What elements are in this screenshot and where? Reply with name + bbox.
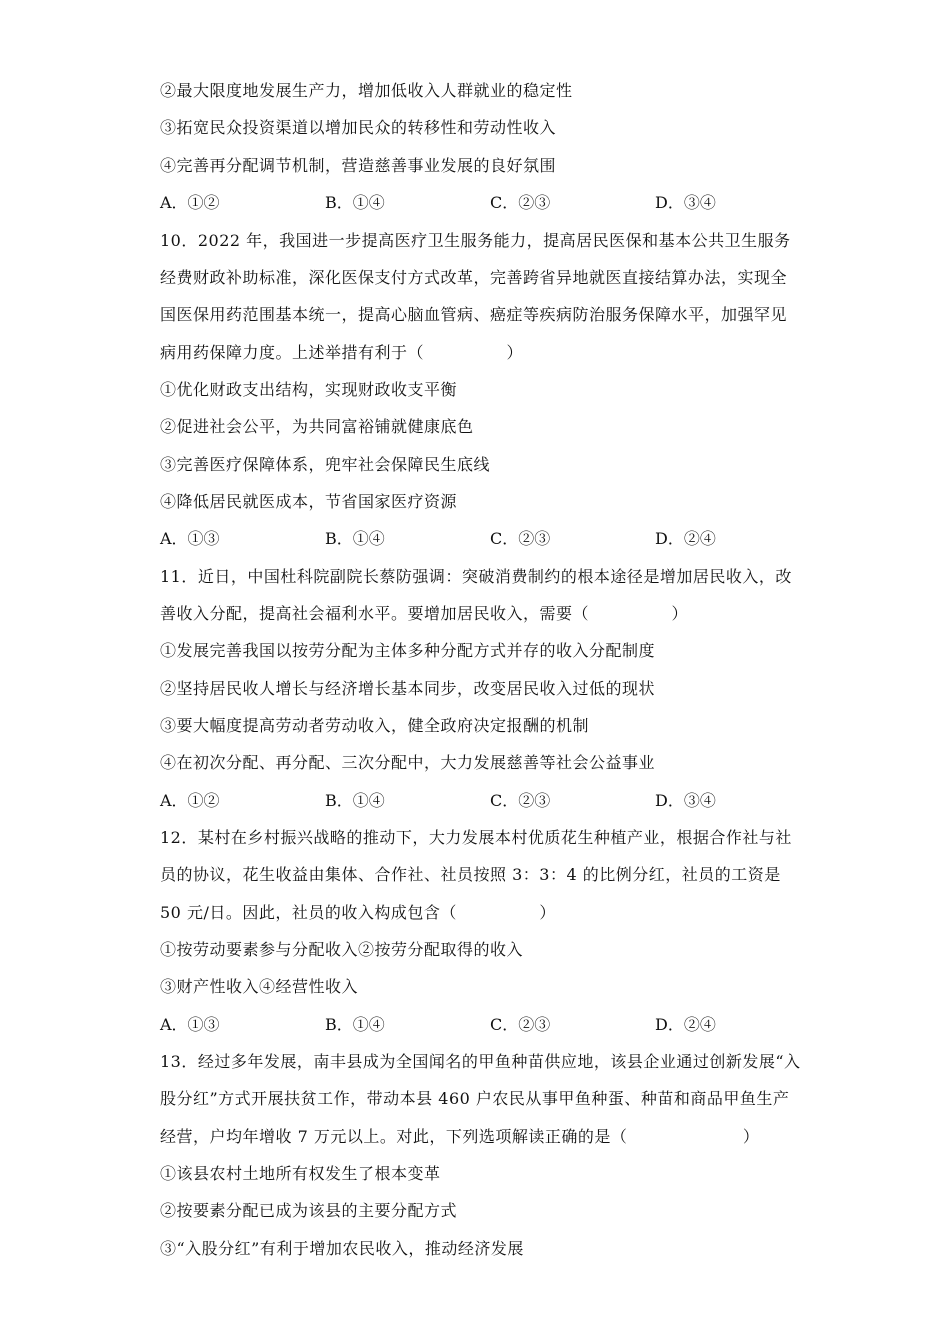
q12-option-b[interactable]: B．①④: [325, 1015, 385, 1034]
q10-stem-line-4: 病用药保障力度。上述举措有利于（ ）: [160, 343, 524, 362]
q10-item-4: ④降低居民就医成本，节省国家医疗资源: [160, 492, 458, 511]
q13-item-2: ②按要素分配已成为该县的主要分配方式: [160, 1201, 458, 1220]
q10-option-a[interactable]: A．①③: [160, 529, 220, 548]
q12-stem-line-3: 50 元/日。因此，社员的收入构成包含（ ）: [160, 903, 556, 922]
q11-stem-line-1: 11．近日，中国杜科院副院长蔡防强调：突破消费制约的根本途径是增加居民收入，改: [160, 567, 792, 586]
q9-item-2: ②最大限度地发展生产力，增加低收入人群就业的稳定性: [160, 81, 573, 100]
q13-stem-line-2: 股分红”方式开展扶贫工作，带动本县 460 户农民从事甲鱼种蛋、种苗和商品甲鱼生产: [160, 1089, 790, 1108]
q11-item-3: ③要大幅度提高劳动者劳动收入，健全政府决定报酬的机制: [160, 716, 590, 735]
q10-stem-line-3: 国医保用药范围基本统一，提高心脑血管病、癌症等疾病防治服务保障水平，加强罕见: [160, 305, 788, 324]
q13-stem-line-3: 经营，户均年增收 7 万元以上。对此，下列选项解读正确的是（ ）: [160, 1127, 760, 1146]
q9-options: [160, 193, 800, 213]
q10-stem-line-1: 10．2022 年，我国进一步提高医疗卫生服务能力，提高居民医保和基本公共卫生服务: [160, 231, 791, 250]
q11-item-1: ①发展完善我国以按劳分配为主体多种分配方式并存的收入分配制度: [160, 641, 656, 660]
q11-option-a[interactable]: A．①②: [160, 791, 220, 810]
q9-option-b[interactable]: B．①④: [325, 193, 385, 212]
q10-options: [160, 529, 800, 549]
q9-option-a[interactable]: A．①②: [160, 193, 220, 212]
q11-options: [160, 791, 800, 811]
q11-option-c[interactable]: C．②③: [490, 791, 551, 810]
q10-item-1: ①优化财政支出结构，实现财政收支平衡: [160, 380, 458, 399]
q9-option-d[interactable]: D．③④: [655, 193, 716, 212]
q13-item-3: ③“入股分红”有利于增加农民收入，推动经济发展: [160, 1239, 524, 1258]
q12-stem-line-1: 12．某村在乡村振兴战略的推动下，大力发展本村优质花生种植产业，根据合作社与社: [160, 828, 792, 847]
q10-item-3: ③完善医疗保障体系，兜牢社会保障民生底线: [160, 455, 491, 474]
q13-stem-line-1: 13．经过多年发展，南丰县成为全国闻名的甲鱼种苗供应地，该县企业通过创新发展“入: [160, 1052, 801, 1071]
q11-item-2: ②坚持居民收人增长与经济增长基本同步，改变居民收入过低的现状: [160, 679, 656, 698]
q11-option-d[interactable]: D．③④: [655, 791, 716, 810]
q10-stem-line-2: 经费财政补助标准，深化医保支付方式改革，完善跨省异地就医直接结算办法，实现全: [160, 268, 788, 287]
q10-item-2: ②促进社会公平，为共同富裕铺就健康底色: [160, 417, 474, 436]
q9-item-4: ④完善再分配调节机制，营造慈善事业发展的良好氛围: [160, 156, 557, 175]
q9-item-3: ③拓宽民众投资渠道以增加民众的转移性和劳动性收入: [160, 118, 557, 137]
q11-stem-line-2: 善收入分配，提高社会福利水平。要增加居民收入，需要（ ）: [160, 604, 689, 623]
q11-item-4: ④在初次分配、再分配、三次分配中，大力发展慈善等社会公益事业: [160, 753, 656, 772]
q13-item-1: ①该县农村土地所有权发生了根本变革: [160, 1164, 441, 1183]
q10-option-d[interactable]: D．②④: [655, 529, 716, 548]
q12-option-a[interactable]: A．①③: [160, 1015, 220, 1034]
q12-options: [160, 1015, 800, 1035]
q9-option-c[interactable]: C．②③: [490, 193, 551, 212]
q12-option-c[interactable]: C．②③: [490, 1015, 551, 1034]
q12-item-3-4: ③财产性收入④经营性收入: [160, 977, 359, 996]
q10-option-b[interactable]: B．①④: [325, 529, 385, 548]
q12-item-1-2: ①按劳动要素参与分配收入②按劳分配取得的收入: [160, 940, 524, 959]
q12-stem-line-2: 员的协议，花生收益由集体、合作社、社员按照 3：3：4 的比例分红，社员的工资是: [160, 865, 781, 884]
q10-option-c[interactable]: C．②③: [490, 529, 551, 548]
q12-option-d[interactable]: D．②④: [655, 1015, 716, 1034]
q11-option-b[interactable]: B．①④: [325, 791, 385, 810]
